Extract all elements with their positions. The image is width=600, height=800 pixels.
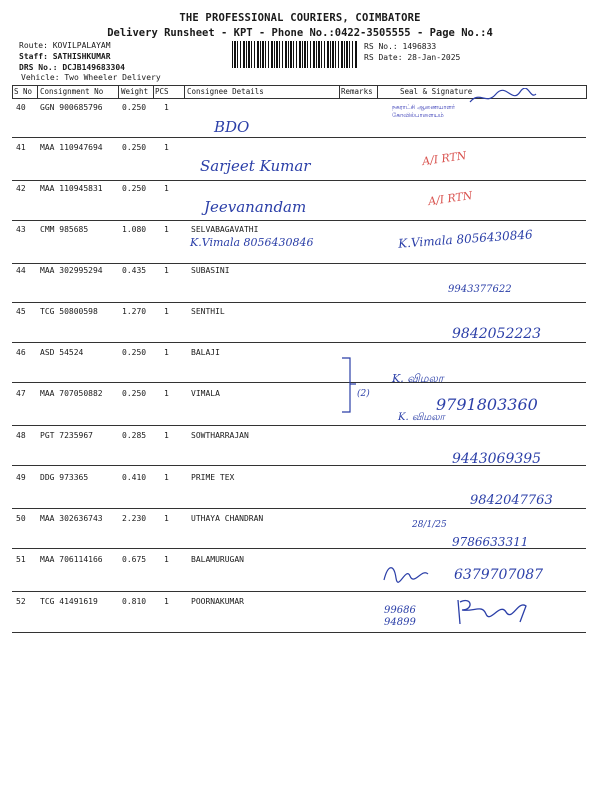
handwritten-signature: K. விமலா <box>392 372 444 385</box>
row-rule <box>12 263 586 264</box>
handwritten-phone: 9842047763 <box>470 493 553 508</box>
row-consignment: CMM 985685 <box>40 225 89 234</box>
drs-label: DRS No.: DCJB149683304 <box>19 63 125 72</box>
row-rule <box>12 180 586 181</box>
route-label: Route: KOVILPALAYAM <box>19 41 111 50</box>
row-pcs: 1 <box>164 143 169 152</box>
row-pcs: 1 <box>164 266 169 275</box>
table-top-rule <box>12 85 586 86</box>
row-pcs: 1 <box>164 597 169 606</box>
row-weight: 0.250 <box>122 103 147 112</box>
rs-date: RS Date: 28-Jan-2025 <box>364 53 461 62</box>
remarks-bracket <box>338 356 380 416</box>
handwritten-phone: 9842052223 <box>452 326 542 342</box>
row-pcs: 1 <box>164 103 169 112</box>
row-pcs: 1 <box>164 555 169 564</box>
company-title: THE PROFESSIONAL COURIERS, COIMBATORE <box>179 12 421 24</box>
row-consignee: POORNAKUMAR <box>191 597 244 606</box>
row-rule <box>12 425 586 426</box>
col-consignee: Consignee Details <box>187 87 264 96</box>
row-pcs: 1 <box>164 389 169 398</box>
handwritten-consignee: K.Vimala 8056430846 <box>190 236 314 249</box>
col-divider <box>586 85 587 99</box>
office-stamp: நகராட்சி ஆணையாளர் கோவில்பாளையம் <box>392 104 456 119</box>
row-sno: 46 <box>16 348 26 357</box>
row-rule <box>12 382 586 383</box>
handwritten-date: 28/1/25 <box>412 520 447 530</box>
row-sno: 43 <box>16 225 26 234</box>
row-pcs: 1 <box>164 184 169 193</box>
row-sno: 48 <box>16 431 26 440</box>
handwritten-phone: 9791803360 <box>436 395 538 414</box>
row-consignment: PGT 7235967 <box>40 431 93 440</box>
row-consignment: DDG 973365 <box>40 473 89 482</box>
runsheet-subtitle: Delivery Runsheet - KPT - Phone No.:0422-3505555 - Page No.:4 <box>107 27 493 39</box>
handwritten-phone: 9443069395 <box>452 451 542 467</box>
row-weight: 0.410 <box>122 473 147 482</box>
row-rule <box>12 508 586 509</box>
rtn-mark: A/I RTN <box>427 188 474 209</box>
row-consignment: GGN 900685796 <box>40 103 103 112</box>
col-consignment: Consignment No <box>40 87 104 96</box>
row-weight: 1.270 <box>122 307 147 316</box>
col-signature: Seal & Signature <box>400 87 473 96</box>
row-rule <box>12 137 586 138</box>
row-sno: 47 <box>16 389 26 398</box>
col-divider <box>37 85 38 99</box>
handwritten-phone: 6379707087 <box>454 567 544 583</box>
row-consignee: SELVABAGAVATHI <box>191 225 259 234</box>
row-sno: 44 <box>16 266 26 275</box>
col-weight: Weight <box>121 87 149 96</box>
row-weight: 1.080 <box>122 225 147 234</box>
row-pcs: 1 <box>164 307 169 316</box>
row-consignment: MAA 302636743 <box>40 514 103 523</box>
row-consignee: SUBASINI <box>191 266 230 275</box>
signature-scribble <box>380 560 432 586</box>
col-divider <box>377 85 378 99</box>
row-weight: 0.285 <box>122 431 147 440</box>
row-weight: 0.250 <box>122 389 147 398</box>
row-rule <box>12 220 586 221</box>
barcode <box>232 41 358 68</box>
row-consignee: BALAJI <box>191 348 220 357</box>
handwritten-phone: 99686 94899 <box>384 605 416 628</box>
row-consignment: MAA 302995294 <box>40 266 103 275</box>
row-pcs: 1 <box>164 431 169 440</box>
col-divider <box>339 85 340 99</box>
row-consignee: BALAMURUGAN <box>191 555 244 564</box>
staff-label: Staff: SATHISHKUMAR <box>19 52 111 61</box>
handwritten-signature: K. விமலா <box>398 412 445 423</box>
row-sno: 51 <box>16 555 26 564</box>
remarks-mark: (2) <box>357 389 370 399</box>
row-sno: 45 <box>16 307 26 316</box>
vehicle-label: Vehicle: Two Wheeler Delivery <box>21 73 161 82</box>
handwritten-consignee: Jeevanandam <box>204 198 307 216</box>
col-sno: S No <box>14 87 33 96</box>
col-divider <box>118 85 119 99</box>
col-divider <box>184 85 185 99</box>
row-rule <box>12 302 586 303</box>
row-rule <box>12 591 586 592</box>
col-remarks: Remarks <box>341 87 373 96</box>
row-sno: 52 <box>16 597 26 606</box>
row-weight: 0.810 <box>122 597 147 606</box>
row-consignee: VIMALA <box>191 389 220 398</box>
col-pcs: PCS <box>155 87 169 96</box>
row-weight: 0.250 <box>122 184 147 193</box>
row-consignment: ASD 54524 <box>40 348 84 357</box>
handwritten-signature: K.Vimala 8056430846 <box>397 227 534 251</box>
handwritten-consignee: BDO <box>214 118 250 136</box>
row-weight: 0.675 <box>122 555 147 564</box>
handwritten-phone: 9786633311 <box>452 535 529 549</box>
row-rule <box>12 342 586 343</box>
row-sno: 50 <box>16 514 26 523</box>
row-consignee: PRIME TEX <box>191 473 235 482</box>
row-weight: 2.230 <box>122 514 147 523</box>
row-pcs: 1 <box>164 473 169 482</box>
rs-number: RS No.: 1496833 <box>364 42 437 51</box>
signature-scribble <box>468 88 538 108</box>
col-divider <box>153 85 154 99</box>
row-consignee: SOWTHARRAJAN <box>191 431 249 440</box>
row-sno: 49 <box>16 473 26 482</box>
handwritten-consignee: Sarjeet Kumar <box>200 157 311 175</box>
rtn-mark: A/I RTN <box>421 148 468 169</box>
row-consignee: SENTHIL <box>191 307 225 316</box>
row-weight: 0.250 <box>122 348 147 357</box>
row-pcs: 1 <box>164 348 169 357</box>
row-pcs: 1 <box>164 225 169 234</box>
row-sno: 42 <box>16 184 26 193</box>
row-weight: 0.250 <box>122 143 147 152</box>
row-consignment: TCG 50800598 <box>40 307 98 316</box>
row-consignment: MAA 706114166 <box>40 555 103 564</box>
signature-scribble <box>452 594 532 628</box>
row-consignment: MAA 707050882 <box>40 389 103 398</box>
row-rule <box>12 632 586 633</box>
row-weight: 0.435 <box>122 266 147 275</box>
row-sno: 40 <box>16 103 26 112</box>
handwritten-phone: 9943377622 <box>448 284 512 295</box>
row-sno: 41 <box>16 143 26 152</box>
row-pcs: 1 <box>164 514 169 523</box>
row-consignment: MAA 110945831 <box>40 184 103 193</box>
row-consignment: MAA 110947694 <box>40 143 103 152</box>
row-consignee: UTHAYA CHANDRAN <box>191 514 264 523</box>
col-divider <box>12 85 13 99</box>
row-consignment: TCG 41491619 <box>40 597 98 606</box>
